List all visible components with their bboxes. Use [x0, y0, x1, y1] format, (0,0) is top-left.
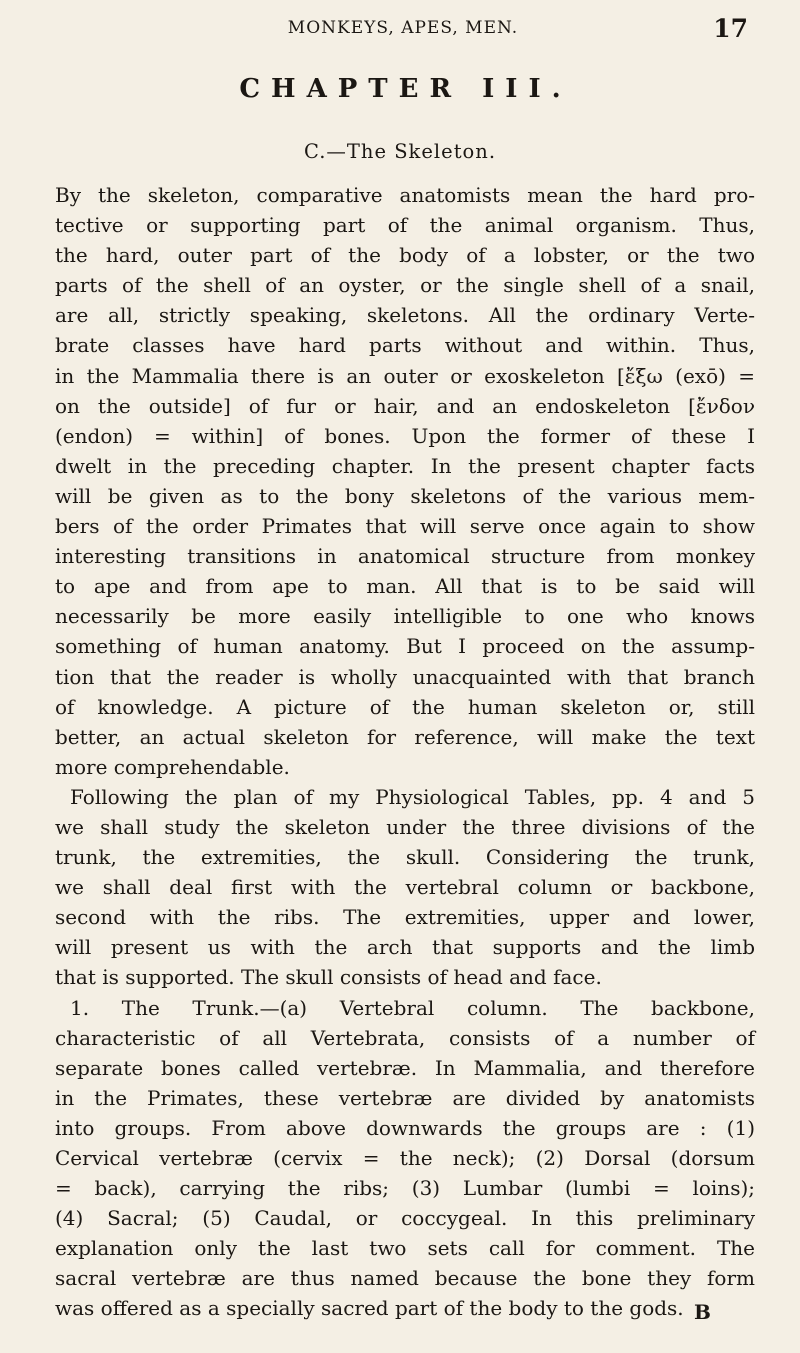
- text-line: will be given as to the bony skeletons of the various mem-: [55, 483, 755, 508]
- text-line: Following the plan of my Physiological Tables, pp. 4 and 5: [70, 784, 755, 809]
- text-line: tion that the reader is wholly unacquainted with that branch: [55, 664, 755, 689]
- text-line: the hard, outer part of the body of a lobster, or the two: [55, 243, 755, 268]
- text-line: second with the ribs. The extremities, upper and lower,: [55, 905, 755, 930]
- text-line: trunk, the extremities, the skull. Considering the trunk,: [55, 845, 755, 870]
- page-number: 17: [713, 14, 748, 43]
- text-line: separate bones called vertebræ. In Mammalia, and therefore: [55, 1055, 755, 1080]
- text-line: interesting transitions in anatomical structure from monkey: [55, 544, 755, 569]
- text-line: parts of the shell of an oyster, or the single shell of a snail,: [55, 273, 755, 298]
- text-line: better, an actual skeleton for reference, will make the text: [55, 724, 755, 749]
- text-line: of knowledge. A picture of the human skeleton or, still: [55, 694, 755, 719]
- body-text: [55, 180, 755, 1324]
- text-line: will present us with the arch that supports and the limb: [55, 935, 755, 960]
- text-line: By the skeleton, comparative anatomists mean the hard pro-: [55, 183, 755, 207]
- chapter-heading: CHAPTER III.: [239, 74, 572, 104]
- text-line: we shall deal first with the vertebral column or backbone,: [55, 875, 755, 900]
- section-heading: C.—The Skeleton.: [303, 140, 497, 163]
- text-line: explanation only the last two sets call for comment. The: [55, 1236, 755, 1261]
- text-line: we shall study the skeleton under the three divisions of the: [55, 814, 755, 839]
- text-line: brate classes have hard parts without and within. Thus,: [55, 333, 755, 358]
- text-line: are all, strictly speaking, skeletons. All the ordinary Verte-: [55, 303, 755, 328]
- text-line: tective or supporting part of the animal organism. Thus,: [55, 213, 755, 238]
- text-line: to ape and from ape to man. All that is to be said will: [55, 574, 755, 599]
- running-title: MONKEYS, APES, MEN.: [287, 18, 519, 38]
- text-line: (endon) = within] of bones. Upon the former of these I: [55, 423, 755, 448]
- text-line: in the Primates, these vertebræ are divided by anatomists: [55, 1085, 755, 1110]
- text-line: something of human anatomy. But I proceed on the assump-: [55, 634, 755, 659]
- text-line: 1. The Trunk.—(a) Vertebral column. The backbone,: [70, 995, 755, 1020]
- text-line: more comprehendable.: [55, 754, 290, 779]
- text-line: that is supported. The skull consists of head and face.: [55, 965, 602, 990]
- text-line: = back), carrying the ribs; (3) Lumbar (lumbi = loins);: [55, 1176, 755, 1201]
- text-line: on the outside] of fur or hair, and an endoskeleton [ἔνδον: [55, 393, 755, 418]
- text-line: necessarily be more easily intelligible to one who knows: [55, 604, 755, 629]
- signature-mark: B: [694, 1300, 711, 1324]
- text-line: characteristic of all Vertebrata, consists of a number of: [55, 1025, 755, 1050]
- text-line: Cervical vertebræ (cervix = the neck); (2) Dorsal (dorsum: [55, 1146, 755, 1170]
- text-line: sacral vertebræ are thus named because the bone they form: [55, 1266, 755, 1291]
- text-line: into groups. From above downwards the groups are : (1): [55, 1115, 755, 1140]
- text-line: dwelt in the preceding chapter. In the present chapter facts: [55, 453, 755, 478]
- running-head: [58, 16, 748, 42]
- text-line: bers of the order Primates that will serve once again to show: [55, 514, 755, 539]
- text-line: (4) Sacral; (5) Caudal, or coccygeal. In this preliminary: [55, 1206, 755, 1231]
- text-line: in the Mammalia there is an outer or exoskeleton [ἔξω (exō) =: [55, 363, 755, 388]
- text-line: was offered as a specially sacred part of the body to the gods.: [55, 1296, 684, 1321]
